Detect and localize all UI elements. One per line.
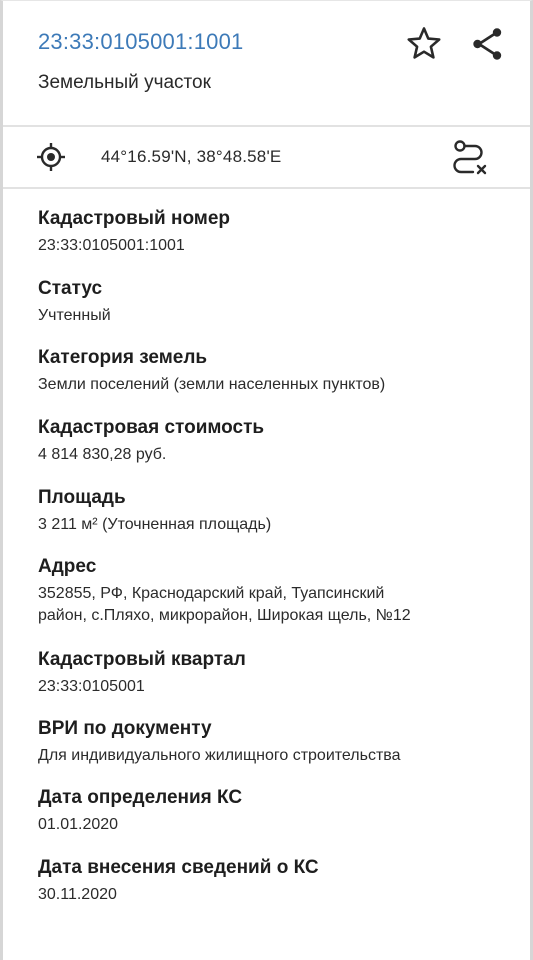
field-value: Земли поселений (земли населенных пунктов) [38, 376, 386, 393]
field-label: ВРИ по документу [38, 718, 212, 739]
field-label: Кадастровый номер [38, 208, 231, 229]
field-area [38, 485, 271, 536]
field-value: 30.11.2020 [38, 886, 117, 903]
field-label: Площадь [38, 487, 126, 508]
coordinates-bar [3, 127, 530, 189]
field-label: Кадастровый квартал [38, 649, 246, 670]
field-value: 4 814 830,28 руб. [38, 446, 167, 463]
field-label: Дата определения КС [38, 787, 243, 808]
field-status [38, 276, 111, 327]
field-value: 23:33:0105001 [38, 678, 145, 695]
field-value: Учтенный [38, 307, 111, 324]
favorite-button[interactable] [405, 25, 443, 63]
field-land-category [38, 345, 385, 396]
route-icon [447, 137, 489, 179]
field-cadastral-quarter [38, 647, 246, 698]
field-value: 01.01.2020 [38, 816, 119, 833]
field-cadastral-number [38, 206, 230, 257]
field-label: Категория земель [38, 347, 208, 368]
share-icon [469, 25, 507, 63]
object-header [3, 1, 530, 127]
share-button[interactable] [469, 25, 507, 63]
field-entry-date [38, 855, 319, 906]
field-valuation-date [38, 785, 242, 836]
field-value: 352855, РФ, Краснодарский край, Туапсинский район, с.Пляхо, микрорайон, Широкая щель, №12 [38, 585, 411, 624]
field-value: Для индивидуального жилищного строительства [38, 747, 401, 764]
field-cadastral-cost [38, 415, 264, 466]
field-label: Дата внесения сведений о КС [38, 857, 319, 878]
star-icon [405, 25, 443, 63]
my-location-icon [35, 141, 67, 173]
coordinates-text[interactable]: 44°16.59'N, 38°48.58'E [101, 147, 282, 166]
locate-button[interactable] [35, 141, 67, 173]
cadastral-number-title[interactable]: 23:33:0105001:1001 [38, 29, 244, 54]
field-address [38, 554, 411, 627]
field-label: Кадастровая стоимость [38, 417, 265, 438]
field-label: Адрес [38, 556, 97, 577]
field-permitted-use [38, 716, 401, 767]
field-label: Статус [38, 278, 103, 299]
field-value: 23:33:0105001:1001 [38, 237, 185, 254]
field-value: 3 211 м² (Уточненная площадь) [38, 516, 272, 533]
object-type-subtitle: Земельный участок [38, 72, 211, 93]
route-button[interactable] [447, 137, 489, 179]
